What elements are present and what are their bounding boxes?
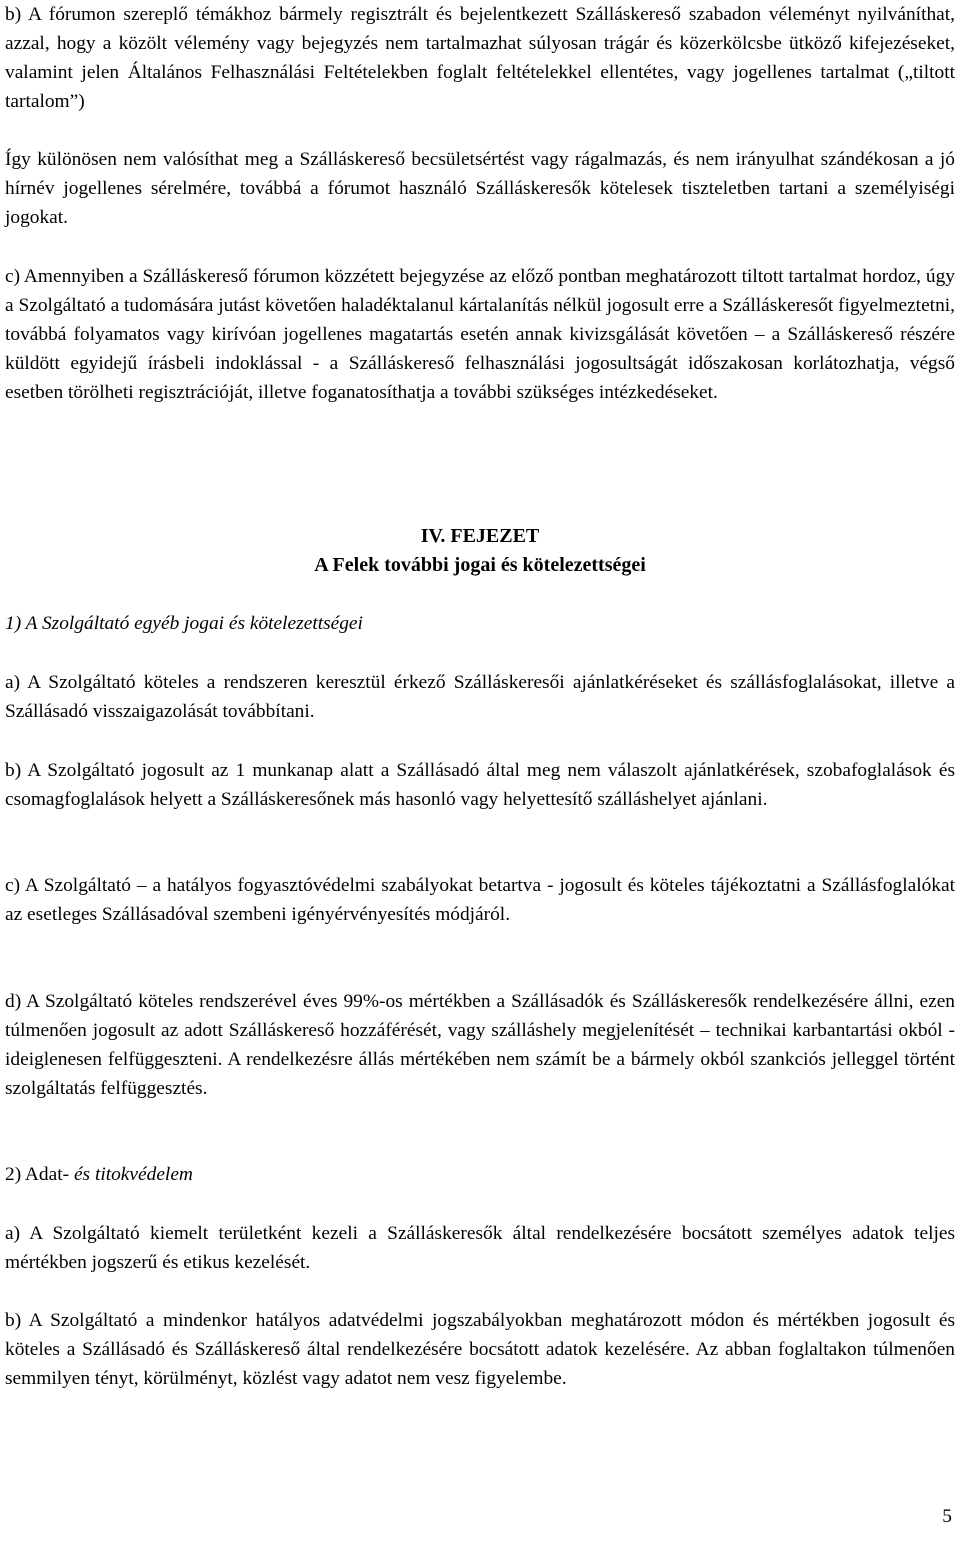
section2-title <box>5 1160 193 1189</box>
section2-title-italic: és titokvédelem <box>73 1164 193 1185</box>
chapter-title: A Felek további jogai és kötelezettségei <box>314 554 646 576</box>
section2-paragraph-a: a) A Szolgáltató kiemelt területként kezeli a Szálláskeresők által rendelkezésére bocsátott személyes adatok teljes mértékben jogszerű és etikus kezelését. <box>5 1223 955 1273</box>
paragraph-b-forum: b) A fórumon szereplő témákhoz bármely regisztrált és bejelentkezett Szálláskereső szabadon véleményt nyilváníthat, azzal, hogy a közölt vélemény vagy bejegyzés nem tartalmazhat súlyosan trágár és közerkölcsbe ütköző kifejezéseket, valamint jelen Általános Felhasználási Feltételekben foglalt feltételekkel ellentétes, vagy jogellenes tartalmat („tiltott tartalom”) <box>5 4 955 112</box>
chapter-number: IV. FEJEZET <box>420 525 540 547</box>
page-number: 5 <box>942 1506 952 1527</box>
section2-paragraph-b: b) A Szolgáltató a mindenkor hatályos adatvédelmi jogszabályokban meghatározott módon és mértékben jogosult és köteles a Szállásadó és Szálláskereső által rendelkezésére bocsátott adatok kezelésére. Az abban foglaltakon túlmenően semmilyen tényt, körülményt, közlést vagy adatot nem vesz figyelembe. <box>5 1310 955 1389</box>
section1-paragraph-c: c) A Szolgáltató – a hatályos fogyasztóvédelmi szabályokat betartva - jogosult és köteles tájékoztatni a Szállásfoglalókat az esetleges Szállásadóval szembeni igényérvényesítés módjáról. <box>5 875 955 925</box>
section1-title: 1) A Szolgáltató egyéb jogai és kötelezettségei <box>5 613 363 634</box>
paragraph-c-tiltott: c) Amennyiben a Szálláskereső fórumon közzétett bejegyzése az előző pontban meghatározott tiltott tartalmat hordoz, úgy a Szolgáltató a tudomására jutást követően haladéktalanul kártalanítás nélkül jogosult erre a Szálláskeresőt figyelmeztetni, továbbá folyamatos vagy kirívóan jogellenes magatartás esetén annak kivizsgálását követően – a Szálláskereső részére küldött egyidejű írásbeli indoklással - a Szálláskereső felhasználási jogosultságát időszakosan korlátozhatja, végső esetben törölheti regisztrációját, illetve foganatosíthatja a további szükséges intézkedéseket. <box>5 266 955 403</box>
section1-paragraph-d: d) A Szolgáltató köteles rendszerével éves 99%-os mértékben a Szállásadók és Szálláskeresők rendelkezésére állni, ezen túlmenően jogosult az adott Szálláskereső hozzáférését, vagy szálláshely megjelenítését – technikai karbantartási okból - ideiglenesen felfüggeszteni. A rendelkezésre állás mértékében nem számít be a bármely okból szankciós jelleggel történt szolgáltatás felfüggesztés. <box>5 991 955 1099</box>
section1-paragraph-b: b) A Szolgáltató jogosult az 1 munkanap alatt a Szállásadó által meg nem válaszolt ajánlatkérések, szobafoglalások és csomagfoglalások helyett a Szálláskeresőnek más hasonló vagy helyettesítő szálláshelyet ajánlani. <box>5 760 955 810</box>
paragraph-igy: Így különösen nem valósíthat meg a Szálláskereső becsületsértést vagy rágalmazás, és nem irányulhat szándékosan a jó hírnév jogellenes sérelmére, továbbá a fórumot használó Szálláskeresők kötelesek tiszteletben tartani a személyiségi jogokat. <box>5 149 955 228</box>
section1-paragraph-a: a) A Szolgáltató köteles a rendszeren keresztül érkező Szálláskeresői ajánlatkéréseket és szállásfoglalásokat, illetve a Szállásadó visszaigazolását továbbítani. <box>5 672 955 722</box>
section2-title-prefix: 2) Adat- <box>5 1164 70 1185</box>
